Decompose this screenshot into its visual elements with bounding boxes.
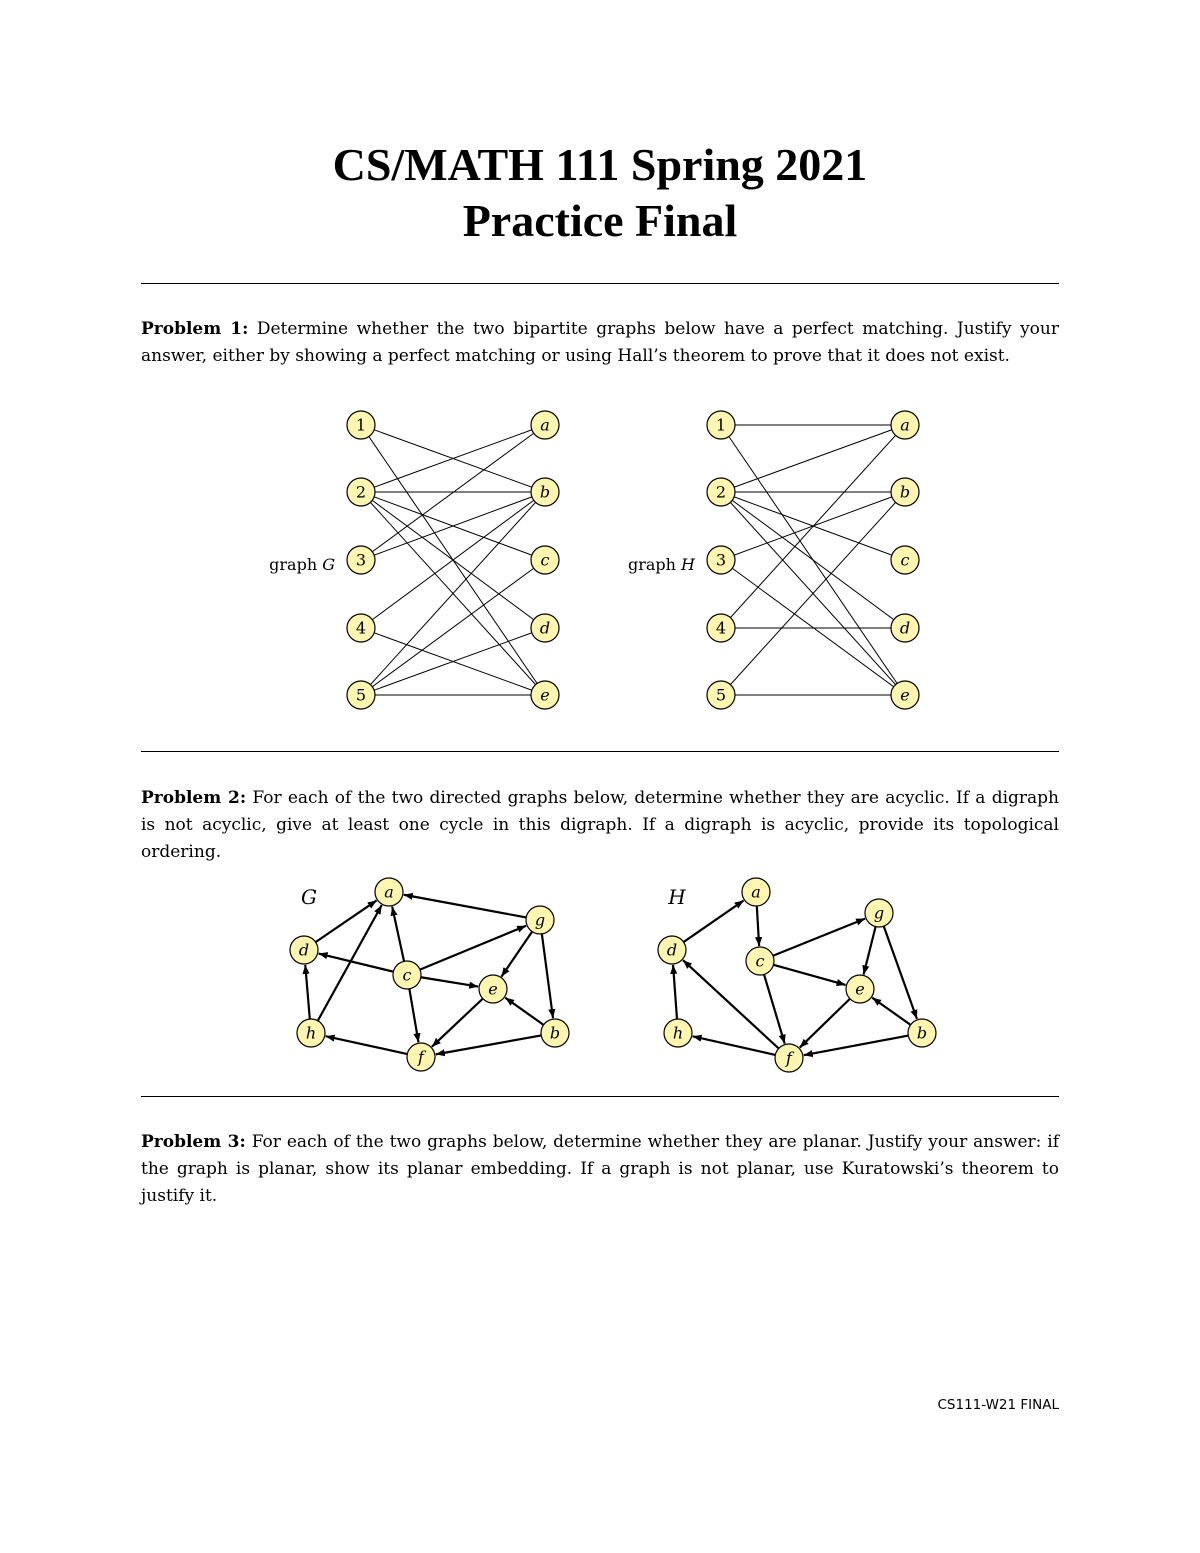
node-e — [479, 975, 507, 1003]
svg-text:5: 5 — [355, 685, 367, 705]
node-5 — [347, 681, 375, 709]
svg-text:f: f — [786, 1048, 792, 1068]
node-3 — [707, 546, 735, 574]
svg-text:d: d — [899, 618, 911, 638]
node-4 — [707, 614, 735, 642]
svg-text:1: 1 — [355, 415, 367, 435]
node-d — [658, 936, 686, 964]
edge-4-a — [721, 425, 905, 628]
node-e — [891, 681, 919, 709]
graph-caption: graph H — [627, 555, 695, 574]
node-d — [891, 614, 919, 642]
svg-text:f: f — [418, 1047, 424, 1067]
node-3 — [347, 546, 375, 574]
arc-b-f — [804, 1036, 908, 1056]
exam-subtitle: Practice Final — [462, 195, 738, 246]
edge-5-c — [361, 560, 545, 695]
problem-1-text: Determine whether the two bipartite graphs below have a perfect matching. Justify your answer, either by showing a perfect matching or using Hall’s theorem to prove that it does not exist. — [141, 319, 1059, 366]
node-a — [531, 411, 559, 439]
svg-text:d: d — [666, 940, 678, 960]
arc-b-f — [436, 1035, 541, 1054]
bipartite-graph-h — [628, 411, 919, 709]
edge-2-d — [721, 492, 905, 628]
arc-e-f — [432, 999, 483, 1047]
svg-text:b: b — [899, 482, 911, 502]
arc-f-h — [693, 1036, 776, 1055]
problem-1 — [141, 316, 1059, 370]
page-footer: CS111-W21 FINAL — [937, 1397, 1059, 1413]
arc-c-a — [392, 907, 404, 962]
svg-text:e: e — [900, 685, 910, 705]
svg-text:5: 5 — [715, 685, 727, 705]
node-2 — [347, 478, 375, 506]
svg-text:c: c — [900, 550, 910, 570]
svg-text:a: a — [751, 882, 761, 902]
node-c — [746, 947, 774, 975]
arc-c-e — [421, 977, 478, 986]
digraph-name: G — [301, 885, 317, 909]
node-h — [297, 1019, 325, 1047]
arc-g-b — [542, 934, 553, 1018]
bipartite-graph-g — [269, 411, 559, 709]
exam-title: CS/MATH 111 Spring 2021 — [332, 139, 868, 190]
bipartite-figure — [0, 400, 1200, 720]
problem-1-label: Problem 1: — [141, 319, 249, 339]
node-g — [865, 899, 893, 927]
edge-2-a — [721, 425, 905, 492]
arc-d-a — [316, 900, 377, 942]
arc-g-b — [884, 926, 917, 1019]
svg-text:g: g — [534, 910, 546, 930]
node-5 — [707, 681, 735, 709]
svg-text:a: a — [900, 415, 910, 435]
svg-text:d: d — [298, 940, 310, 960]
arc-h-d — [673, 965, 677, 1019]
digraph-g — [290, 878, 569, 1071]
arc-b-e — [505, 998, 543, 1025]
node-b — [541, 1019, 569, 1047]
node-a — [742, 878, 770, 906]
node-a — [375, 878, 403, 906]
svg-text:e: e — [540, 685, 550, 705]
arc-d-a — [684, 901, 744, 943]
svg-text:2: 2 — [355, 482, 367, 502]
svg-text:a: a — [540, 415, 550, 435]
node-c — [531, 546, 559, 574]
arc-b-e — [872, 998, 910, 1025]
node-d — [290, 936, 318, 964]
svg-text:c: c — [402, 965, 412, 985]
node-b — [908, 1019, 936, 1047]
node-h — [664, 1019, 692, 1047]
node-f — [407, 1043, 435, 1071]
node-f — [775, 1044, 803, 1072]
svg-text:h: h — [672, 1023, 684, 1043]
node-e — [846, 975, 874, 1003]
svg-text:e: e — [488, 979, 498, 999]
node-1 — [707, 411, 735, 439]
arc-h-a — [318, 905, 382, 1021]
svg-text:g: g — [873, 903, 885, 923]
arc-c-e — [773, 965, 845, 985]
digraph-figure — [0, 865, 1200, 1080]
node-b — [531, 478, 559, 506]
node-g — [526, 906, 554, 934]
node-a — [891, 411, 919, 439]
svg-text:c: c — [540, 550, 550, 570]
problem-3-label: Problem 3: — [141, 1132, 246, 1152]
svg-text:2: 2 — [715, 482, 727, 502]
arc-c-g — [773, 919, 865, 956]
digraph-h — [658, 878, 936, 1072]
node-1 — [347, 411, 375, 439]
svg-text:3: 3 — [715, 550, 727, 570]
problem-3 — [141, 1129, 1059, 1210]
svg-text:4: 4 — [355, 618, 367, 638]
arc-f-h — [326, 1036, 408, 1054]
svg-text:a: a — [384, 882, 394, 902]
arc-g-a — [404, 895, 526, 918]
arc-g-e — [864, 927, 876, 975]
svg-text:e: e — [855, 979, 865, 999]
node-c — [891, 546, 919, 574]
svg-text:4: 4 — [715, 618, 727, 638]
svg-text:1: 1 — [715, 415, 727, 435]
svg-text:h: h — [305, 1023, 317, 1043]
arc-g-e — [501, 932, 532, 977]
arc-c-f — [409, 989, 418, 1042]
node-e — [531, 681, 559, 709]
arc-c-d — [319, 954, 394, 972]
arc-e-f — [800, 999, 850, 1048]
svg-text:b: b — [916, 1023, 928, 1043]
problem-3-text: For each of the two graphs below, determine whether they are planar. Justify your answer: if the graph is planar, show its planar embedding. If a graph is not planar, use Kuratowski’s theorem to justify it. — [141, 1132, 1060, 1206]
node-b — [891, 478, 919, 506]
divider — [141, 1096, 1059, 1097]
svg-text:d: d — [539, 618, 551, 638]
problem-2-text: For each of the two directed graphs below, determine whether they are acyclic. If a digraph is not acyclic, give at least one cycle in this digraph. If a digraph is acyclic, provide its topological ordering. — [141, 788, 1059, 862]
svg-text:b: b — [539, 482, 551, 502]
node-c — [393, 961, 421, 989]
arc-h-d — [305, 965, 310, 1019]
divider — [141, 283, 1059, 284]
graph-caption: graph G — [269, 555, 335, 574]
digraph-name: H — [668, 885, 686, 909]
svg-text:3: 3 — [355, 550, 367, 570]
node-d — [531, 614, 559, 642]
node-2 — [707, 478, 735, 506]
arc-c-f — [764, 974, 785, 1043]
divider — [141, 751, 1059, 752]
svg-text:b: b — [549, 1023, 561, 1043]
problem-2-label: Problem 2: — [141, 788, 247, 808]
svg-text:c: c — [755, 951, 765, 971]
node-4 — [347, 614, 375, 642]
arc-a-c — [757, 906, 759, 946]
problem-2 — [141, 785, 1059, 866]
